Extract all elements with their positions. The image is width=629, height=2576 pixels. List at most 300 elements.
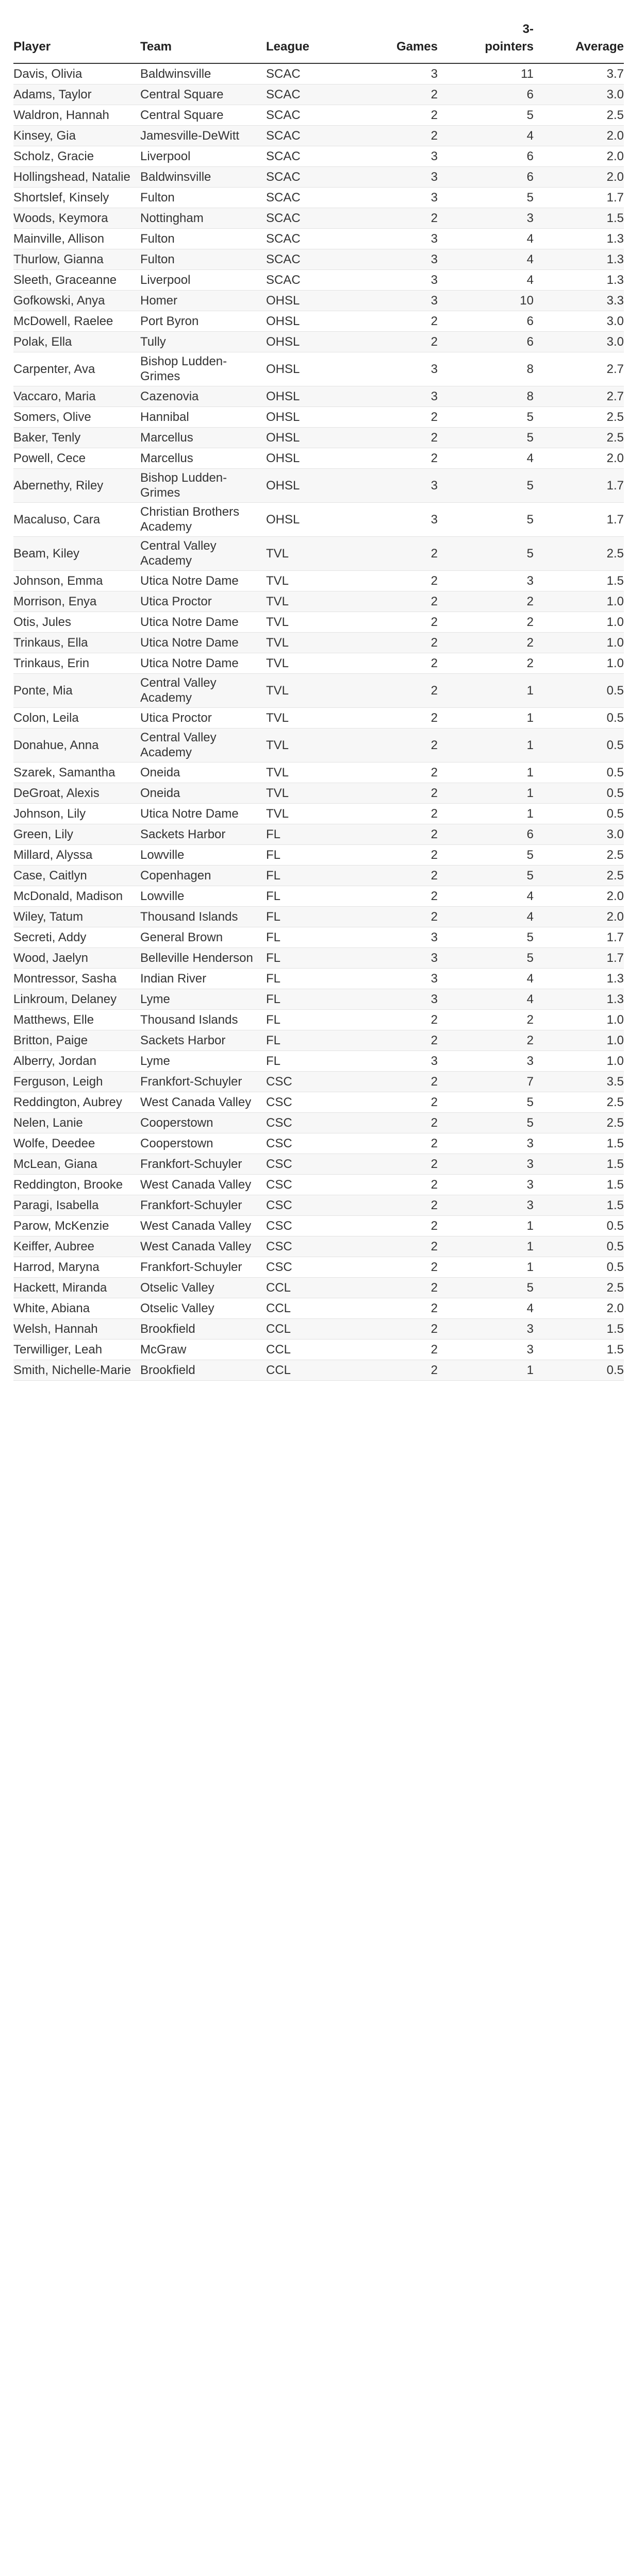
table-row (13, 105, 624, 125)
cell-games: 2 (431, 1136, 438, 1150)
cell-three-pointers: 5 (438, 536, 534, 570)
cell-average: 2.5 (606, 108, 624, 122)
table-row (13, 84, 624, 105)
cell-team: Sackets Harbor (140, 824, 266, 844)
cell-three-pointers: 5 (526, 512, 534, 527)
cell-league: SCAC (266, 125, 373, 146)
cell-league: SCAC (266, 208, 373, 228)
cell-league: TVL (266, 673, 373, 707)
cell-games: 3 (431, 1054, 438, 1068)
cell-team: Bishop Ludden-Grimes (140, 354, 227, 383)
cell-team: Marcellus (140, 427, 266, 448)
cell-games: 3 (373, 989, 438, 1009)
cell-games: 2 (431, 615, 438, 629)
cell-games: 2 (431, 1218, 438, 1233)
cell-league: CSC (266, 1177, 292, 1192)
cell-team: West Canada Valley (140, 1218, 252, 1233)
cell-games: 2 (431, 1177, 438, 1192)
cell-player: Woods, Keymora (13, 208, 140, 228)
cell-player: Sleeth, Graceanne (13, 273, 117, 287)
cell-three-pointers: 5 (438, 947, 534, 968)
cell-player: Beam, Kiley (13, 536, 140, 570)
cell-average: 0.5 (534, 728, 624, 762)
cell-three-pointers: 5 (526, 1095, 534, 1109)
cell-player: McDowell, Raelee (13, 314, 113, 328)
cell-three-pointers: 1 (438, 1360, 534, 1380)
cell-player: Mainville, Allison (13, 231, 105, 246)
cell-league: TVL (266, 615, 289, 629)
cell-average: 0.5 (534, 1360, 624, 1380)
cell-player: Millard, Alyssa (13, 848, 93, 862)
cell-league: FL (266, 824, 373, 844)
table-row (13, 591, 624, 612)
cell-three-pointers: 3 (438, 208, 534, 228)
table-row (13, 632, 624, 653)
cell-games: 2 (373, 1318, 438, 1339)
cell-player: Green, Lily (13, 824, 140, 844)
cell-games: 2 (373, 208, 438, 228)
cell-league: SCAC (266, 149, 301, 163)
cell-games: 2 (373, 1030, 438, 1050)
table-body (13, 63, 624, 1380)
cell-player: Macaluso, Cara (13, 512, 101, 527)
cell-team: Frankfort-Schuyler (140, 1154, 266, 1174)
cell-three-pointers: 4 (438, 249, 534, 269)
cell-league: TVL (266, 591, 373, 612)
cell-player: Harrod, Maryna (13, 1260, 100, 1274)
cell-games: 3 (431, 273, 438, 287)
cell-player: Adams, Taylor (13, 84, 140, 105)
table-row (13, 968, 624, 989)
cell-player: Smith, Nichelle-Marie (13, 1360, 140, 1380)
cell-league: CCL (266, 1277, 373, 1298)
table-row (13, 844, 624, 865)
cell-team: Thousand Islands (140, 1012, 238, 1027)
cell-team: Copenhagen (140, 865, 266, 886)
cell-average: 1.5 (606, 1342, 624, 1357)
cell-team: Frankfort-Schuyler (140, 1260, 242, 1274)
cell-average: 2.5 (606, 848, 624, 862)
cell-average: 1.7 (606, 512, 624, 527)
cell-games: 2 (431, 108, 438, 122)
table-row (13, 707, 624, 728)
cell-league: CSC (266, 1260, 292, 1274)
cell-average: 1.5 (534, 1318, 624, 1339)
cell-three-pointers: 1 (526, 1218, 534, 1233)
table-row (13, 653, 624, 673)
cell-games: 2 (373, 728, 438, 762)
table-row (13, 468, 624, 502)
cell-player: Linkroum, Delaney (13, 989, 140, 1009)
cell-team: Fulton (140, 190, 175, 205)
table-row (13, 1092, 624, 1112)
cell-three-pointers: 4 (438, 125, 534, 146)
table-row (13, 228, 624, 249)
cell-three-pointers: 2 (526, 1012, 534, 1027)
cell-league: FL (266, 865, 373, 886)
cell-player: Baker, Tenly (13, 427, 140, 448)
cell-three-pointers: 6 (526, 149, 534, 163)
cell-average: 0.5 (606, 710, 624, 725)
cell-league: FL (266, 1012, 281, 1027)
table-row (13, 927, 624, 947)
cell-average: 2.5 (606, 410, 624, 424)
cell-team: Central Valley Academy (140, 673, 266, 707)
cell-player: Reddington, Aubrey (13, 1095, 122, 1109)
cell-player: Paragi, Isabella (13, 1195, 140, 1215)
cell-team: Nottingham (140, 208, 266, 228)
cell-three-pointers: 1 (438, 673, 534, 707)
cell-average: 0.5 (606, 1218, 624, 1233)
table-row (13, 269, 624, 290)
cell-games: 2 (373, 1071, 438, 1092)
cell-league: TVL (266, 573, 289, 588)
cell-player: White, Abiana (13, 1301, 90, 1315)
cell-three-pointers: 5 (526, 190, 534, 205)
cell-three-pointers: 2 (438, 591, 534, 612)
table-row (13, 1318, 624, 1339)
cell-player: Carpenter, Ava (13, 362, 95, 376)
cell-team: Central Square (140, 84, 266, 105)
cell-league: OHSL (266, 427, 373, 448)
table-row (13, 1030, 624, 1050)
cell-player: Hollingshead, Natalie (13, 166, 140, 187)
cell-average: 1.3 (534, 989, 624, 1009)
cell-player: Britton, Paige (13, 1030, 140, 1050)
cell-player: Polak, Ella (13, 331, 140, 352)
cell-games: 2 (373, 1112, 438, 1133)
cell-league: SCAC (266, 273, 301, 287)
cell-three-pointers: 3 (526, 1342, 534, 1357)
cell-team: Brookfield (140, 1360, 266, 1380)
cell-league: FL (266, 1030, 373, 1050)
cell-team: Cazenovia (140, 386, 266, 406)
cell-games: 2 (431, 1342, 438, 1357)
table-row (13, 886, 624, 906)
cell-team: Indian River (140, 971, 207, 986)
cell-three-pointers: 6 (438, 166, 534, 187)
cell-player: Montressor, Sasha (13, 971, 117, 986)
cell-three-pointers: 3 (438, 1318, 534, 1339)
table-row (13, 502, 624, 536)
cell-league: OHSL (266, 314, 300, 328)
cell-three-pointers: 5 (438, 1112, 534, 1133)
cell-league: TVL (266, 765, 289, 779)
cell-player: Nelen, Lanie (13, 1112, 140, 1133)
cell-league: CCL (266, 1301, 291, 1315)
cell-player: Thurlow, Gianna (13, 249, 140, 269)
cell-league: OHSL (266, 410, 300, 424)
cell-team: Central Valley Academy (140, 728, 266, 762)
table-row (13, 1236, 624, 1257)
cell-league: OHSL (266, 331, 373, 352)
cell-games: 2 (431, 710, 438, 725)
table-row (13, 1154, 624, 1174)
cell-player: Keiffer, Aubree (13, 1236, 140, 1257)
cell-three-pointers: 2 (438, 632, 534, 653)
cell-games: 3 (373, 249, 438, 269)
cell-three-pointers: 1 (438, 783, 534, 803)
cell-team: Frankfort-Schuyler (140, 1195, 266, 1215)
cell-three-pointers: 6 (438, 331, 534, 352)
cell-team: Liverpool (140, 149, 191, 163)
cell-player: Trinkaus, Ella (13, 632, 140, 653)
cell-player: Powell, Cece (13, 451, 86, 465)
cell-league: CSC (266, 1136, 292, 1150)
cell-player: McLean, Giana (13, 1154, 140, 1174)
table-row (13, 1133, 624, 1154)
cell-player: Scholz, Gracie (13, 149, 94, 163)
cell-games: 3 (373, 166, 438, 187)
cell-three-pointers: 1 (526, 806, 534, 821)
table-row (13, 352, 624, 386)
cell-games: 2 (431, 1301, 438, 1315)
table-row (13, 570, 624, 591)
cell-games: 2 (431, 656, 438, 670)
table-row (13, 311, 624, 331)
cell-team: Liverpool (140, 273, 191, 287)
cell-player: Colon, Leila (13, 710, 79, 725)
column-header-average[interactable]: Average (534, 21, 624, 63)
cell-three-pointers: 1 (526, 710, 534, 725)
cell-three-pointers: 8 (526, 362, 534, 376)
cell-three-pointers: 3 (526, 1136, 534, 1150)
cell-player: Hackett, Miranda (13, 1277, 140, 1298)
cell-average: 3.0 (606, 314, 624, 328)
cell-player: Vaccaro, Maria (13, 386, 140, 406)
cell-three-pointers: 4 (526, 971, 534, 986)
cell-average: 1.0 (606, 615, 624, 629)
cell-three-pointers: 3 (526, 573, 534, 588)
cell-league: FL (266, 889, 281, 903)
cell-league: CSC (266, 1236, 373, 1257)
cell-player: Otis, Jules (13, 615, 72, 629)
cell-three-pointers: 6 (438, 84, 534, 105)
cell-games: 2 (431, 1012, 438, 1027)
cell-average: 2.5 (534, 427, 624, 448)
cell-player: Somers, Olive (13, 410, 91, 424)
cell-three-pointers: 5 (438, 1277, 534, 1298)
cell-average: 1.7 (606, 190, 624, 205)
cell-team: Lyme (140, 989, 266, 1009)
cell-games: 3 (431, 512, 438, 527)
cell-average: 1.0 (534, 1030, 624, 1050)
cell-league: CSC (266, 1195, 373, 1215)
cell-player: Abernethy, Riley (13, 468, 140, 502)
cell-average: 1.3 (534, 249, 624, 269)
cell-games: 3 (373, 386, 438, 406)
cell-games: 2 (373, 632, 438, 653)
table-row (13, 1112, 624, 1133)
cell-team: Oneida (140, 783, 266, 803)
cell-three-pointers: 4 (526, 273, 534, 287)
cell-average: 1.3 (606, 273, 624, 287)
cell-three-pointers: 11 (521, 66, 534, 81)
cell-team: Central Valley Academy (140, 536, 266, 570)
cell-games: 2 (373, 427, 438, 448)
cell-games: 2 (431, 1095, 438, 1109)
cell-games: 3 (431, 66, 438, 81)
cell-games: 3 (431, 190, 438, 205)
cell-player: McDonald, Madison (13, 889, 123, 903)
cell-team: Belleville Henderson (140, 947, 266, 968)
cell-league: CCL (266, 1318, 373, 1339)
cell-three-pointers: 1 (438, 1236, 534, 1257)
cell-team: Lowville (140, 848, 185, 862)
table-row (13, 166, 624, 187)
cell-average: 1.5 (606, 1136, 624, 1150)
cell-average: 2.0 (606, 889, 624, 903)
cell-average: 0.5 (606, 1260, 624, 1274)
cell-three-pointers: 8 (438, 386, 534, 406)
table-row (13, 728, 624, 762)
cell-team: Utica Notre Dame (140, 573, 239, 588)
cell-league: OHSL (266, 290, 373, 311)
cell-league: SCAC (266, 231, 301, 246)
cell-average: 1.3 (606, 971, 624, 986)
cell-team: Bishop Ludden-Grimes (140, 468, 266, 502)
cell-three-pointers: 6 (438, 824, 534, 844)
table-row (13, 427, 624, 448)
cell-league: OHSL (266, 386, 373, 406)
cell-team: Homer (140, 290, 266, 311)
cell-league: TVL (266, 536, 373, 570)
cell-average: 2.5 (534, 865, 624, 886)
column-header-league[interactable]: League (266, 21, 373, 63)
cell-average: 0.5 (534, 783, 624, 803)
cell-average: 1.7 (534, 947, 624, 968)
cell-three-pointers: 4 (438, 906, 534, 927)
cell-games: 2 (373, 906, 438, 927)
table-row (13, 1298, 624, 1318)
cell-player: Ferguson, Leigh (13, 1071, 140, 1092)
table-row (13, 125, 624, 146)
cell-games: 3 (431, 930, 438, 944)
cell-average: 3.0 (534, 84, 624, 105)
table-row (13, 406, 624, 427)
cell-games: 2 (373, 84, 438, 105)
cell-league: OHSL (266, 512, 300, 527)
table-row (13, 1257, 624, 1277)
cell-league: FL (266, 971, 281, 986)
cell-league: TVL (266, 806, 289, 821)
cell-games: 2 (373, 331, 438, 352)
cell-player: Wiley, Tatum (13, 906, 140, 927)
cell-team: Otselic Valley (140, 1277, 266, 1298)
cell-three-pointers: 10 (438, 290, 534, 311)
cell-games: 3 (431, 362, 438, 376)
cell-team: McGraw (140, 1342, 187, 1357)
cell-three-pointers: 4 (438, 989, 534, 1009)
cell-average: 3.0 (534, 331, 624, 352)
cell-average: 1.5 (606, 573, 624, 588)
table-row (13, 906, 624, 927)
cell-average: 1.5 (534, 1195, 624, 1215)
column-header-three-pointers[interactable]: 3-pointers (438, 21, 534, 63)
cell-games: 2 (373, 673, 438, 707)
cell-league: CCL (266, 1342, 291, 1357)
cell-league: TVL (266, 728, 373, 762)
cell-league: TVL (266, 632, 373, 653)
cell-games: 3 (431, 231, 438, 246)
cell-games: 2 (373, 591, 438, 612)
cell-player: Welsh, Hannah (13, 1318, 140, 1339)
cell-games: 3 (431, 971, 438, 986)
cell-three-pointers: 5 (526, 108, 534, 122)
cell-team: Utica Notre Dame (140, 615, 239, 629)
cell-player: Matthews, Elle (13, 1012, 94, 1027)
cell-player: Waldron, Hannah (13, 108, 109, 122)
cell-games: 2 (431, 451, 438, 465)
cell-league: OHSL (266, 362, 300, 376)
cell-team: Marcellus (140, 451, 193, 465)
table-row (13, 1215, 624, 1236)
cell-games: 2 (431, 410, 438, 424)
cell-player: Case, Caitlyn (13, 865, 140, 886)
table-row (13, 989, 624, 1009)
cell-team: Hannibal (140, 410, 189, 424)
cell-average: 2.7 (534, 386, 624, 406)
cell-games: 2 (373, 1195, 438, 1215)
cell-three-pointers: 4 (526, 231, 534, 246)
cell-average: 1.0 (534, 632, 624, 653)
cell-player: Parow, McKenzie (13, 1218, 109, 1233)
cell-average: 0.5 (534, 1236, 624, 1257)
cell-games: 2 (431, 314, 438, 328)
table-row (13, 824, 624, 844)
table-row (13, 208, 624, 228)
cell-games: 3 (373, 290, 438, 311)
column-header-games[interactable]: Games (373, 21, 438, 63)
cell-player: Trinkaus, Erin (13, 656, 90, 670)
table-row (13, 331, 624, 352)
cell-three-pointers: 3 (438, 1195, 534, 1215)
table-row (13, 1339, 624, 1360)
cell-games: 2 (431, 1260, 438, 1274)
column-header-team[interactable]: Team (140, 21, 266, 63)
cell-average: 1.3 (606, 231, 624, 246)
cell-games: 2 (431, 765, 438, 779)
cell-average: 2.0 (534, 125, 624, 146)
cell-league: SCAC (266, 66, 301, 81)
cell-three-pointers: 7 (438, 1071, 534, 1092)
cell-team: Christian Brothers Academy (140, 505, 240, 534)
cell-three-pointers: 5 (438, 865, 534, 886)
cell-average: 2.0 (534, 906, 624, 927)
cell-games: 3 (373, 468, 438, 502)
cell-average: 0.5 (534, 673, 624, 707)
cell-three-pointers: 1 (438, 728, 534, 762)
cell-league: CSC (266, 1071, 373, 1092)
cell-team: Tully (140, 331, 266, 352)
cell-three-pointers: 2 (526, 656, 534, 670)
cell-three-pointers: 2 (526, 615, 534, 629)
cell-team: General Brown (140, 930, 223, 944)
cell-team: Frankfort-Schuyler (140, 1071, 266, 1092)
cell-average: 2.5 (606, 1095, 624, 1109)
cell-games: 2 (373, 1360, 438, 1380)
cell-team: Lowville (140, 889, 185, 903)
cell-player: Gofkowski, Anya (13, 290, 140, 311)
cell-player: Wood, Jaelyn (13, 947, 140, 968)
stats-table (13, 21, 624, 1381)
cell-team: Brookfield (140, 1318, 266, 1339)
table-row (13, 187, 624, 208)
column-header-player[interactable]: Player (13, 21, 140, 63)
cell-league: FL (266, 906, 373, 927)
cell-three-pointers: 5 (438, 468, 534, 502)
cell-three-pointers: 4 (526, 1301, 534, 1315)
